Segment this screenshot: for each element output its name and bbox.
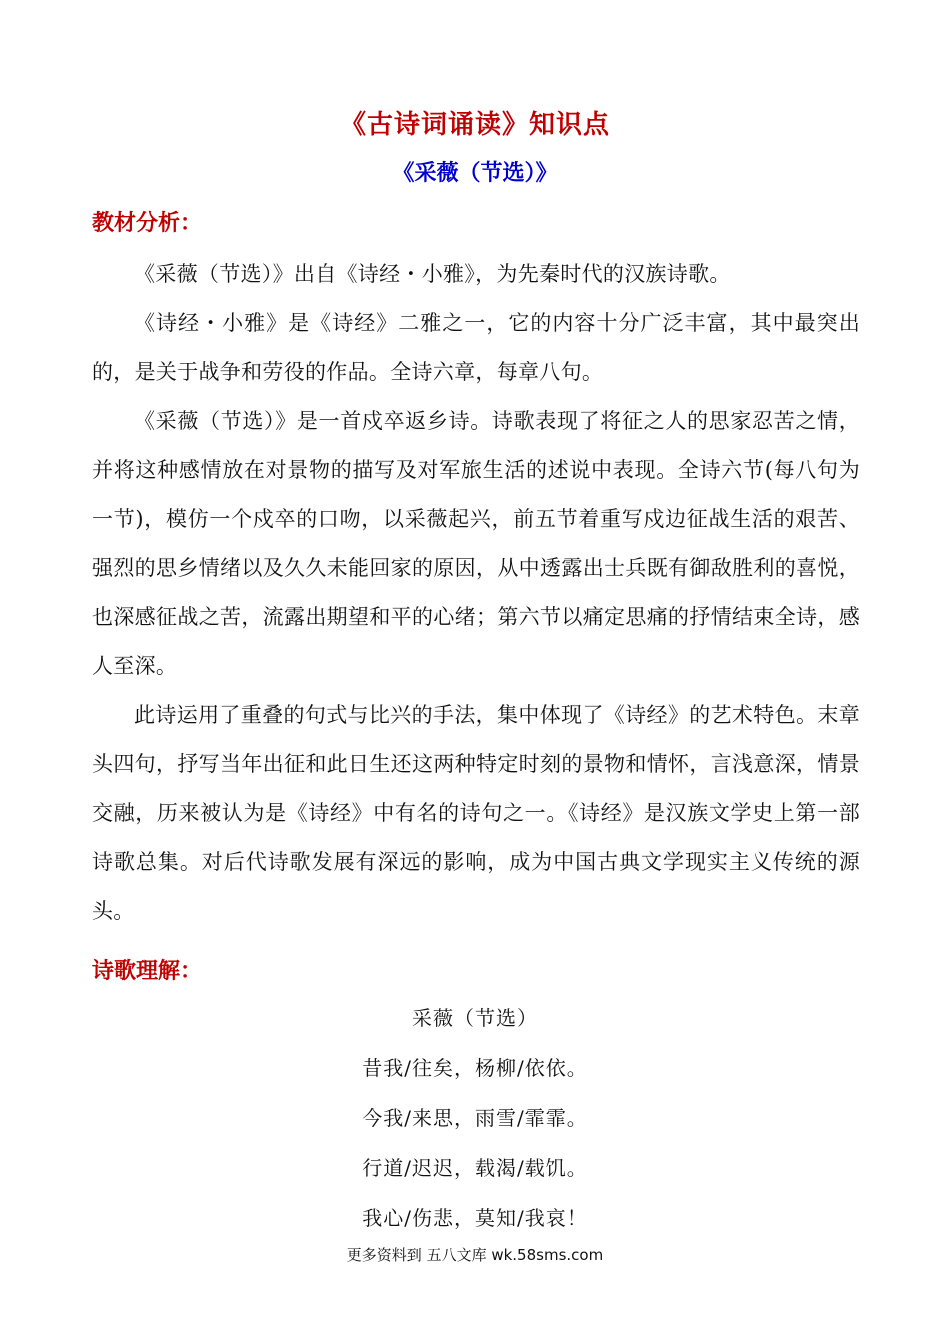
poem-line: 今我/来思，雨雪/霏霏。: [362, 1106, 588, 1130]
analysis-paragraph: 《诗经・小雅》是《诗经》二雅之一，它的内容十分广泛丰富，其中最突出的，是关于战争和劳役的作品。全诗六章，每章八句。: [92, 311, 860, 384]
page-subtitle: 《采薇（节选）》: [392, 160, 558, 186]
poem-line: 昔我/往矣，杨柳/依依。: [362, 1056, 588, 1080]
poem-title: 采薇（节选）: [412, 1006, 538, 1030]
page-footer: 更多资料到 五八文库 wk.58sms.com: [346, 1246, 604, 1264]
analysis-body: [92, 250, 860, 936]
analysis-paragraph: 《采薇（节选）》是一首戍卒返乡诗。诗歌表现了将征之人的思家忍苦之情，并将这种感情放在对景物的描写及对军旅生活的述说中表现。全诗六节(每八句为一节)，模仿一个戍卒的口吻，以采薇起兴，前五节着重写戍边征战生活的艰苦、强烈的思乡情绪以及久久未能回家的原因，从中透露出士兵既有御敌胜利的喜悦，也深感征战之苦，流露出期望和平的心绪；第六节以痛定思痛的抒情结束全诗，感人至深。: [92, 409, 860, 678]
analysis-paragraph: 此诗运用了重叠的句式与比兴的手法，集中体现了《诗经》的艺术特色。末章头四句，抒写当年出征和此日生还这两种特定时刻的景物和情怀，言浅意深，情景交融，历来被认为是《诗经》中有名的诗句之一。《诗经》是汉族文学史上第一部诗歌总集。对后代诗歌发展有深远的影响，成为中国古典文学现实主义传统的源头。: [92, 703, 860, 923]
poem-line: 我心/伤悲，莫知/我哀！: [362, 1206, 588, 1230]
analysis-paragraph: 《采薇（节选）》出自《诗经・小雅》，为先秦时代的汉族诗歌。: [134, 262, 731, 286]
section-heading-understanding: 诗歌理解：: [92, 958, 203, 984]
section-heading-analysis: 教材分析：: [92, 210, 203, 236]
poem-line: 行道/迟迟，载渴/载饥。: [362, 1156, 588, 1180]
poem-block: [0, 1000, 950, 1250]
page-title: 《古诗词诵读》知识点: [339, 110, 610, 140]
